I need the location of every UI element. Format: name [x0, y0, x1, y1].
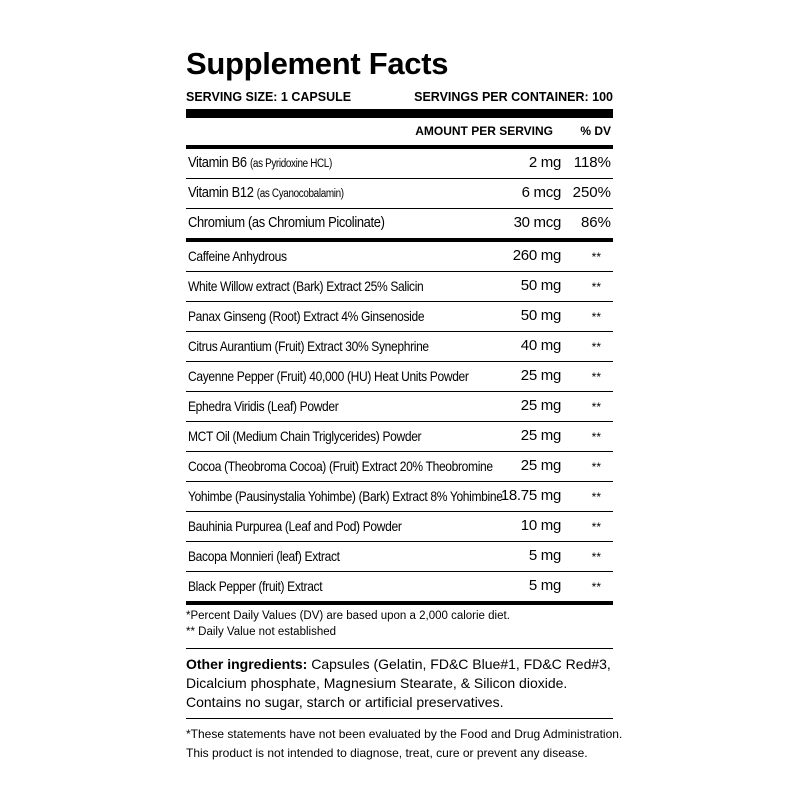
vitamin-dv: 250% — [572, 184, 611, 201]
serving-size: SERVING SIZE: 1 CAPSULE — [186, 90, 352, 104]
other-ingredients-line1: Capsules (Gelatin, FD&C Blue#1, FD&C Red#3, — [307, 656, 611, 672]
ingredient-row — [186, 542, 613, 572]
vitamin-name-source: (as Pyridoxine HCL) — [249, 158, 332, 170]
ingredient-amount: 18.75 mg — [500, 487, 561, 504]
ingredient-amount: 25 mg — [520, 427, 561, 444]
fda-disclaimer — [186, 725, 623, 763]
ingredient-amount: 25 mg — [520, 457, 561, 474]
ingredient-name: Bauhinia Purpurea (Leaf and Pod) Powder — [188, 518, 402, 534]
ingredient-row — [186, 362, 613, 392]
ingredient-row — [186, 242, 613, 272]
vitamin-row — [186, 179, 613, 209]
ingredient-name: MCT Oil (Medium Chain Triglycerides) Powder — [188, 428, 422, 444]
ingredient-amount: 50 mg — [520, 277, 561, 294]
ingredient-amount: 25 mg — [520, 397, 561, 414]
ingredient-dv: ** — [591, 310, 601, 324]
serving-info — [186, 89, 613, 105]
ingredient-dv: ** — [591, 340, 601, 354]
ingredient-name: Cocoa (Theobroma Cocoa) (Fruit) Extract 20% Theobromine — [188, 458, 493, 474]
ingredient-row — [186, 452, 613, 482]
ingredient-dv: ** — [591, 550, 601, 564]
footnote-dv: *Percent Daily Values (DV) are based upon a 2,000 calorie diet. — [186, 610, 510, 622]
vitamin-name — [188, 154, 332, 171]
ingredient-amount: 5 mg — [528, 547, 561, 564]
vitamin-amount: 2 mg — [528, 154, 561, 171]
ingredient-amount: 5 mg — [528, 577, 561, 594]
ingredient-amount: 40 mg — [520, 337, 561, 354]
ingredient-name: Panax Ginseng (Root) Extract 4% Ginsenoside — [188, 308, 425, 324]
footnote-divider — [186, 648, 613, 649]
ingredient-name: Caffeine Anhydrous — [188, 248, 287, 264]
ingredient-row — [186, 392, 613, 422]
ingredient-name: Citrus Aurantium (Fruit) Extract 30% Synephrine — [188, 338, 429, 354]
ingredient-name: Bacopa Monnieri (leaf) Extract — [188, 548, 340, 564]
ingredient-row — [186, 482, 613, 512]
ingredient-row — [186, 272, 613, 302]
ingredient-name: Ephedra Viridis (Leaf) Powder — [188, 398, 339, 414]
vitamin-name — [188, 184, 344, 201]
vitamin-name — [188, 214, 385, 231]
ingredient-dv: ** — [591, 490, 601, 504]
vitamin-dv: 86% — [580, 214, 611, 231]
other-ingredients-label: Other ingredients: — [186, 656, 308, 672]
vitamin-dv: 118% — [573, 154, 611, 171]
ingredient-name: Black Pepper (fruit) Extract — [188, 578, 323, 594]
ingredient-dv: ** — [591, 460, 601, 474]
ingredient-row — [186, 332, 613, 362]
ingredient-name: Yohimbe (Pausinystalia Yohimbe) (Bark) Extract 8% Yohimbine — [188, 488, 503, 504]
ingredient-name: White Willow extract (Bark) Extract 25% Salicin — [188, 278, 424, 294]
ingredient-dv: ** — [591, 250, 601, 264]
ingredient-dv: ** — [591, 280, 601, 294]
other-ingredients — [186, 655, 613, 712]
ingredient-row — [186, 512, 613, 542]
ingredient-amount: 260 mg — [512, 247, 561, 264]
ingredient-amount: 25 mg — [520, 367, 561, 384]
vitamin-amount: 30 mcg — [513, 214, 561, 231]
vitamin-row — [186, 209, 613, 238]
other-ingredients-line3: Contains no sugar, starch or artificial preservatives. — [186, 694, 504, 710]
vitamin-amount: 6 mcg — [521, 184, 561, 201]
other-ingredients-line2: Dicalcium phosphate, Magnesium Stearate, & Silicon dioxide. — [186, 675, 568, 691]
ingredient-dv: ** — [591, 370, 601, 384]
panel-title: Supplement Facts — [186, 46, 449, 81]
ingredient-amount: 10 mg — [520, 517, 561, 534]
footnotes — [186, 608, 613, 640]
vitamin-name-main: Vitamin B6 — [188, 154, 247, 171]
vitamin-name-main: Chromium (as Chromium Picolinate) — [188, 214, 385, 231]
ingredient-dv: ** — [591, 520, 601, 534]
disclaimer-line2: This product is not intended to diagnose, treat, cure or prevent any disease. — [186, 746, 588, 760]
amount-header: AMOUNT PER SERVING — [415, 124, 553, 138]
supplement-facts-panel — [186, 44, 623, 763]
dv-header: % DV — [580, 124, 611, 138]
ingredient-row — [186, 302, 613, 332]
vitamin-name-source: (as Cyanocobalamin) — [256, 188, 344, 200]
ingredient-dv: ** — [591, 430, 601, 444]
ingredient-amount: 50 mg — [520, 307, 561, 324]
thick-divider — [186, 109, 613, 118]
vitamin-row — [186, 149, 613, 179]
footnote-not-established: ** Daily Value not established — [186, 626, 337, 638]
bottom-divider — [186, 601, 613, 605]
ingredient-dv: ** — [591, 580, 601, 594]
ingredient-row — [186, 422, 613, 452]
disclaimer-divider — [186, 718, 613, 719]
disclaimer-line1: *These statements have not been evaluated by the Food and Drug Administration. — [186, 727, 623, 741]
column-header — [186, 118, 613, 145]
ingredient-dv: ** — [591, 400, 601, 414]
ingredient-name: Cayenne Pepper (Fruit) 40,000 (HU) Heat Units Powder — [188, 368, 469, 384]
ingredient-rows — [186, 242, 613, 601]
ingredient-row — [186, 572, 613, 601]
vitamin-name-main: Vitamin B12 — [188, 184, 254, 201]
servings-per-container: SERVINGS PER CONTAINER: 100 — [414, 90, 613, 104]
vitamin-rows — [186, 149, 613, 238]
